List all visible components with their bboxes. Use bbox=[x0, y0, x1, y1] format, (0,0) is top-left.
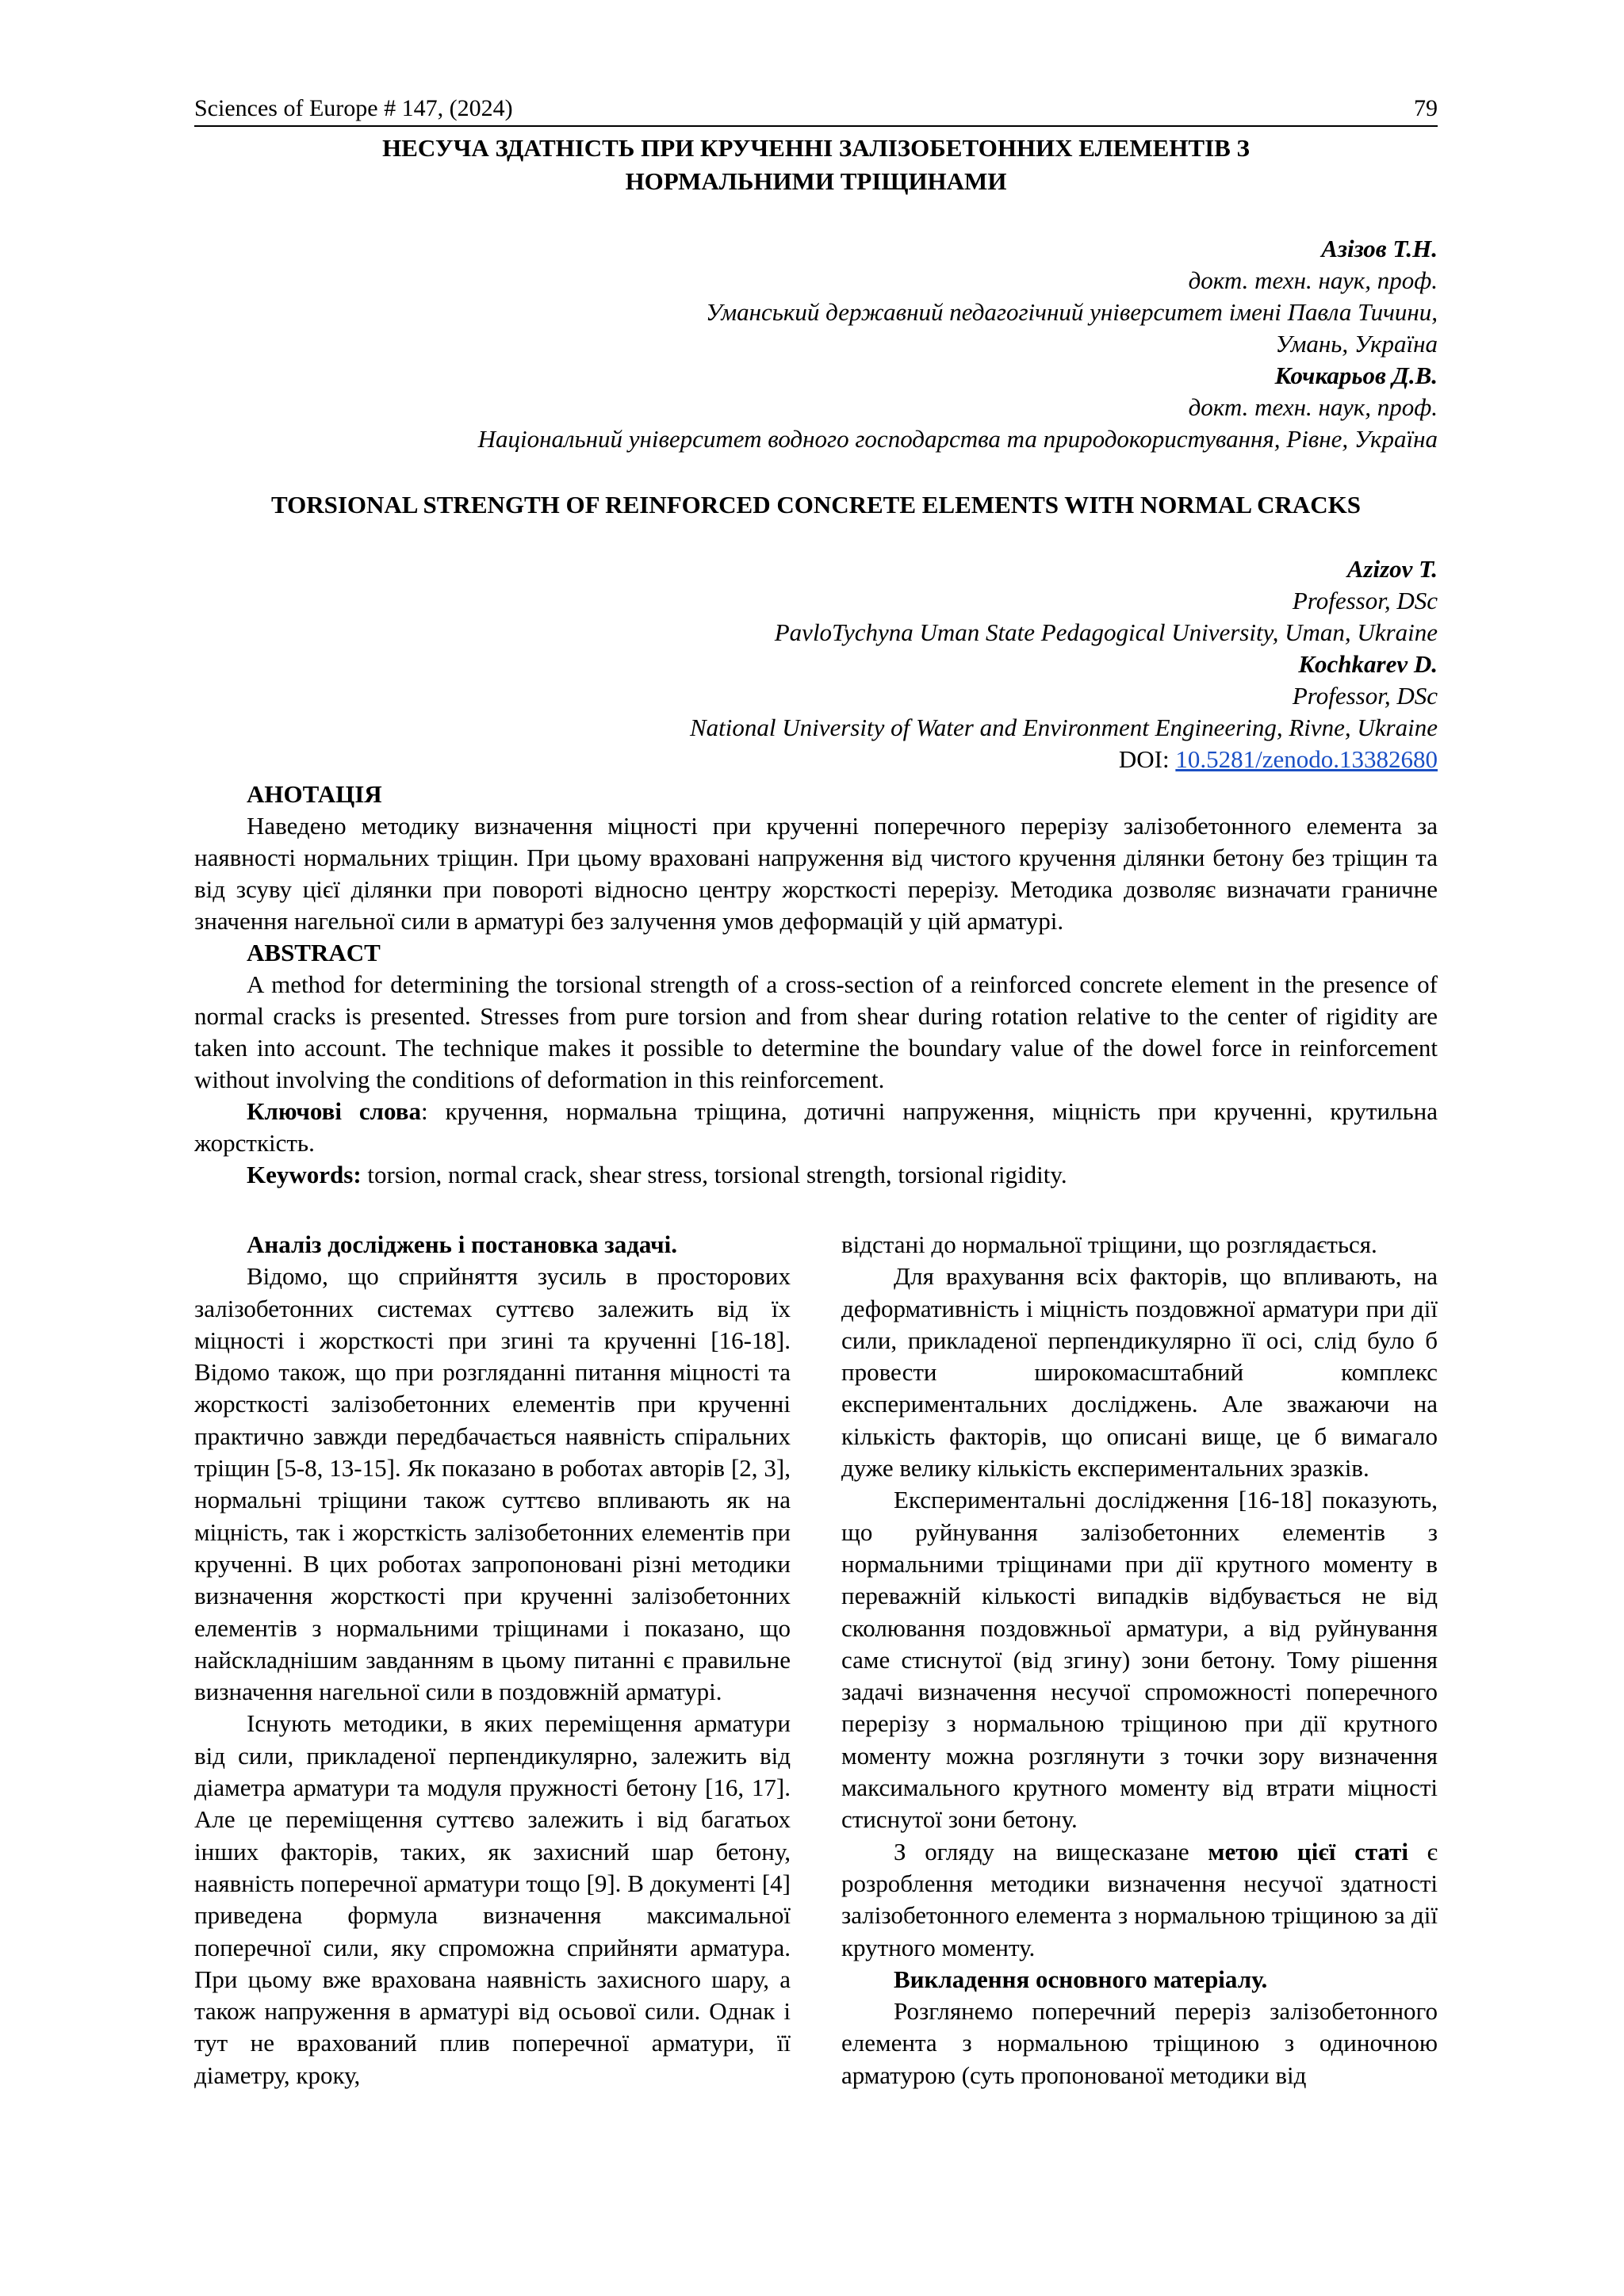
right-column bbox=[841, 1229, 1438, 2091]
author-2-affiliation-en: National University of Water and Environment Engineering, Rivne, Ukraine bbox=[689, 714, 1438, 741]
right-p3-end: є розроблення методики визначення несучої здатності залізобетонного елемента з нормальною тріщиною за дії крутного моменту. bbox=[841, 1837, 1438, 1961]
doi-line bbox=[194, 744, 1438, 775]
left-paragraph-1: Відомо, що сприйняття зусиль в просторових залізобетонних системах суттєво залежить від їх міцності і жорсткості при згині та крученні [16-18]. Відомо також, що при розгляданні питання міцності та жорсткості залізобетонних елементів при крученні практично завжди передбачається наявність спіральних тріщин [5-8, 13-15]. Як показано в роботах авторів [2, 3], нормальні тріщини також суттєво впливають як на міцність, так і жорсткість залізобетонних елементів при крученні. В цих роботах запропоновані різні методики визначення жорсткості при крученні залізобетонних елементів з нормальними тріщинами і показано, що найскладнішим завданням в цьому питанні є правильне визначення нагельної сили в поздовжній арматурі. bbox=[194, 1262, 791, 1706]
author-2-name-ua: Кочкарьов Д.В. bbox=[1274, 362, 1438, 389]
right-p3-start: З огляду на вищесказане bbox=[894, 1837, 1208, 1866]
page bbox=[194, 94, 1438, 2091]
body-columns bbox=[194, 1229, 1438, 2091]
keywords-ua-label: Ключові слова bbox=[247, 1097, 421, 1125]
keywords-english bbox=[194, 1159, 1438, 1191]
article-aim: метою цієї статі bbox=[1208, 1837, 1408, 1866]
right-section-heading: Викладення основного матеріалу. bbox=[894, 1965, 1268, 1993]
author-1-name-en: Azizov T. bbox=[1346, 555, 1438, 583]
author-1-name-ua: Азізов Т.Н. bbox=[1321, 235, 1438, 262]
running-header bbox=[194, 94, 1438, 127]
title-ua-line-1: НЕСУЧА ЗДАТНІСТЬ ПРИ КРУЧЕННІ ЗАЛІЗОБЕТОННИХ ЕЛЕМЕНТІВ З bbox=[382, 134, 1250, 162]
right-paragraph-4: Розглянемо поперечний переріз залізобетонного елемента з нормальною тріщиною з одиночною арматурою (суть пропонованої методики від bbox=[841, 1997, 1438, 2089]
author-2-degree-ua: докт. техн. наук, проф. bbox=[1188, 393, 1438, 421]
abstract-text: A method for determining the torsional strength of a cross-section of a reinforced concrete element in the presence of normal cracks is presented. Stresses from pure torsion and from shear during rotation relative to the center of rigidity are taken into account. The technique makes it possible to determine the boundary value of the dowel force in reinforcement without involving the conditions of deformation in this reinforcement. bbox=[194, 970, 1438, 1093]
journal-name: Sciences of Europe # 147, (2024) bbox=[194, 95, 513, 121]
author-1-affiliation-en: PavloTychyna Uman State Pedagogical University, Uman, Ukraine bbox=[774, 618, 1438, 646]
annotation-heading: АНОТАЦІЯ bbox=[247, 780, 382, 808]
right-paragraph-0: відстані до нормальної тріщини, що розглядається. bbox=[841, 1230, 1377, 1258]
title-ukrainian bbox=[194, 132, 1438, 198]
author-2-degree-en: Professor, DSc bbox=[1292, 682, 1438, 710]
title-ua-line-2: НОРМАЛЬНИМИ ТРІЩИНАМИ bbox=[625, 167, 1007, 195]
title-english: TORSIONAL STRENGTH OF REINFORCED CONCRETE ELEMENTS WITH NORMAL CRACKS bbox=[270, 491, 1361, 519]
authors-ukrainian bbox=[194, 233, 1438, 455]
page-number: 79 bbox=[1414, 95, 1438, 121]
authors-english bbox=[194, 553, 1438, 775]
keywords-en-label: Keywords: bbox=[247, 1161, 362, 1188]
right-paragraph-3 bbox=[841, 1836, 1438, 1964]
left-section-heading: Аналіз досліджень і постановка задачі. bbox=[247, 1230, 677, 1258]
author-2-name-en: Kochkarev D. bbox=[1298, 650, 1438, 678]
keywords-en-text: torsion, normal crack, shear stress, torsional strength, torsional rigidity. bbox=[361, 1161, 1067, 1188]
left-column bbox=[194, 1229, 791, 2091]
author-1-city-ua: Умань, Україна bbox=[1275, 330, 1438, 358]
author-1-degree-ua: докт. техн. наук, проф. bbox=[1188, 266, 1438, 294]
author-1-degree-en: Professor, DSc bbox=[1292, 587, 1438, 614]
abstract-heading: ABSTRACT bbox=[247, 939, 381, 966]
author-1-affiliation-ua: Уманський державний педагогічний університет імені Павла Тичини, bbox=[706, 298, 1438, 326]
doi-link[interactable]: 10.5281/zenodo.13382680 bbox=[1175, 745, 1438, 773]
keywords-ua-text: : кручення, нормальна тріщина, дотичні напруження, міцність при крученні, крутильна жорсткість. bbox=[194, 1097, 1438, 1157]
left-paragraph-2: Існують методики, в яких переміщення арматури від сили, прикладеної перпендикулярно, залежить від діаметра арматури та модуля пружності бетону [16, 17]. Але це переміщення суттєво залежить і від багатьох інших факторів, таких, як захисний шар бетону, наявність поперечної арматури тощо [9]. В документі [4] приведена формула визначення максимальної поперечної сили, яку спроможна сприйняти арматура. При цьому вже врахована наявність захисного шару, а також напруження в арматурі від осьової сили. Однак і тут не врахований плив поперечної арматури, її діаметру, кроку, bbox=[194, 1709, 791, 2089]
author-2-affiliation-ua: Національний університет водного господарства та природокористування, Рівне, Україна bbox=[477, 425, 1438, 453]
annotation-text: Наведено методику визначення міцності при крученні поперечного перерізу залізобетонного елемента за наявності нормальних тріщин. При цьому враховані напруження від чистого кручення ділянки бетону без тріщин та від зсуву цієї ділянки при повороті відносно центру жорсткості перерізу. Методика дозволяє визначати граничне значення нагельної сили в арматурі без залучення умов деформацій у цій арматурі. bbox=[194, 812, 1438, 935]
right-paragraph-2: Експериментальні дослідження [16-18] показують, що руйнування залізобетонних елементів з нормальними тріщинами при дії крутного моменту в переважній кількості випадків відбувається не від сколювання поздовжньої арматури, а від руйнування саме стиснутої (від згину) зони бетону. Тому рішення задачі визначення несучої спроможності поперечного перерізу з нормальною тріщиною при дії крутного моменту можна розглянути з точки зору визначення максимального крутного моменту від втрати міцності стиснутої зони бетону. bbox=[841, 1486, 1438, 1834]
doi-label: DOI: bbox=[1118, 745, 1170, 773]
right-paragraph-1: Для врахування всіх факторів, що впливають, на деформативність і міцність поздовжної арматури при дії сили, прикладеної перпендикулярно її осі, слід було б провести широкомасштабний комплекс експериментальних досліджень. Але зважаючи на кількість факторів, що описані вище, це б вимагало дуже велику кількість експериментальних зразків. bbox=[841, 1262, 1438, 1483]
keywords-ukrainian bbox=[194, 1096, 1438, 1159]
